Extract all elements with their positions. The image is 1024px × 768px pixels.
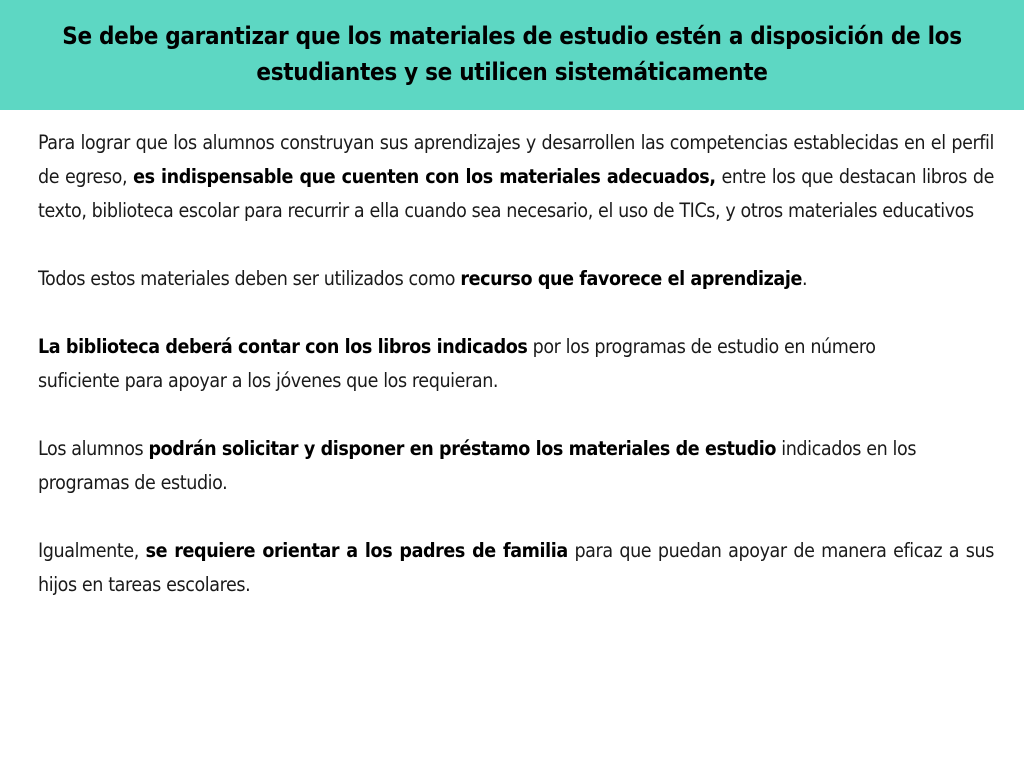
text-run: por los programas de estudio en número suficiente para apoyar a los jóvenes que los requieran.	[38, 335, 876, 392]
paragraph-materials	[38, 126, 994, 228]
text-run: para que puedan apoyar de manera eficaz a sus hijos en tareas escolares.	[38, 539, 994, 596]
bold-run: recurso que favorece el aprendizaje	[460, 267, 802, 290]
paragraph-parents	[38, 534, 994, 602]
text-run: entre los que destacan libros de texto, biblioteca escolar para recurrir a ella cuando sea necesario, el uso de TICs, y otros materiales educativos	[38, 165, 994, 222]
bold-run: La biblioteca deberá contar con los libros indicados	[38, 335, 528, 358]
text-run: Igualmente,	[38, 539, 146, 562]
bold-run: se requiere orientar a los padres de familia	[145, 539, 568, 562]
bold-run: es indispensable que cuenten con los materiales adecuados,	[133, 165, 716, 188]
paragraph-library	[38, 330, 918, 398]
slide-title: Se debe garantizar que los materiales de estudio estén a disposición de los estudiantes y se utilicen sistemáticamente	[62, 22, 962, 86]
text-run: Para lograr que los alumnos construyan sus aprendizajes y desarrollen las competencias establecidas en el perfil de egreso,	[38, 131, 994, 188]
slide-body	[38, 126, 994, 636]
bold-run: podrán solicitar y disponer en préstamo los materiales de estudio	[148, 437, 777, 460]
text-run: .	[801, 267, 808, 290]
paragraph-loans	[38, 432, 958, 500]
paragraph-resources	[38, 262, 994, 296]
text-run: indicados en los programas de estudio.	[38, 437, 917, 494]
text-run: Todos estos materiales deben ser utilizados como	[38, 267, 461, 290]
title-bar	[0, 0, 1024, 110]
text-run: Los alumnos	[38, 437, 149, 460]
